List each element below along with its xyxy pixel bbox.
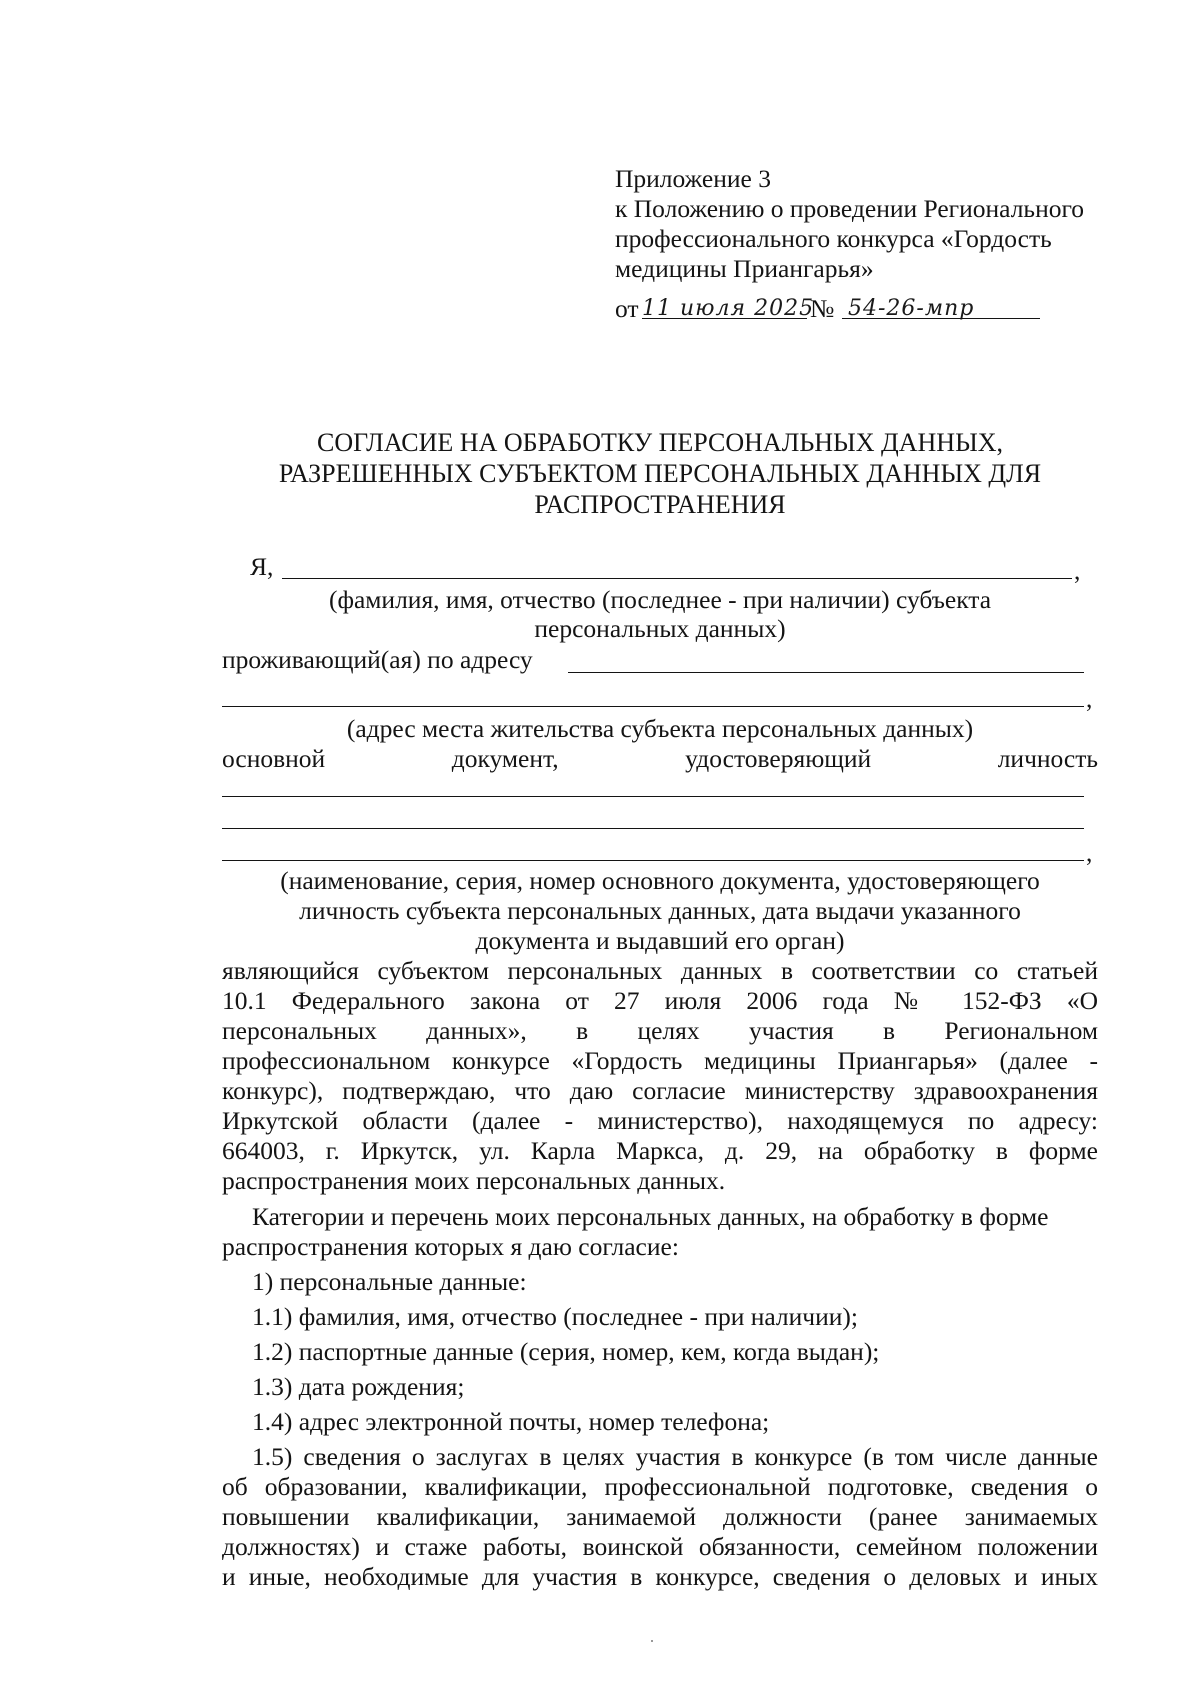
name-comma: , <box>1074 556 1081 585</box>
document-input-line-1[interactable] <box>222 796 1084 797</box>
paragraph-1-line: конкурс), подтверждаю, что даю согласие министерству здравоохранения <box>222 1076 1098 1105</box>
address-hint: (адрес места жительства субъекта персональных данных) <box>346 714 974 743</box>
i-label: Я, <box>250 552 274 581</box>
paragraph-2-line: Категории и перечень моих персональных данных, на обработку в форме <box>252 1202 1049 1231</box>
paragraph-2-last-line: распространения которых я даю согласие: <box>222 1232 679 1261</box>
list-item: 1.3) дата рождения; <box>252 1372 465 1401</box>
list-item: 1.1) фамилия, имя, отчество (последнее - при наличии); <box>252 1302 858 1331</box>
paragraph-1-line: Иркутской области (далее - министерство), находящемуся по адресу: <box>222 1106 1098 1135</box>
address-input-line-2[interactable] <box>222 706 1084 707</box>
document-hint-2: личность субъекта персональных данных, дата выдачи указанного <box>299 896 1021 925</box>
document-input-line-2[interactable] <box>222 828 1084 829</box>
list-item: 1) персональные данные: <box>252 1267 527 1296</box>
address-comma: , <box>1086 684 1093 713</box>
appendix-line-3: профессионального конкурса «Гордость <box>615 224 1052 253</box>
name-hint-2: персональных данных) <box>534 614 786 643</box>
paragraph-1-line: 10.1 Федерального закона от 27 июля 2006 года № 152-ФЗ «О <box>222 986 1098 1015</box>
number-underline <box>842 318 1040 319</box>
document-comma: , <box>1086 838 1093 867</box>
document-label: основной документ, удостоверяющий личность <box>222 744 1099 773</box>
handwritten-number: 54-26-мпр <box>848 296 975 321</box>
name-input-line[interactable] <box>282 578 1072 579</box>
document-hint-3: документа и выдавший его орган) <box>475 926 845 955</box>
paragraph-3-line: и иные, необходимые для участия в конкурсе, сведения о деловых и иных <box>222 1562 1098 1591</box>
address-label: проживающий(ая) по адресу <box>222 645 533 674</box>
paragraph-1-line: 664003, г. Иркутск, ул. Карла Маркса, д. 29, на обработку в форме <box>222 1136 1098 1165</box>
handwritten-date: 11 июля 2025 <box>642 296 815 321</box>
title-line-2: РАЗРЕШЕННЫХ СУБЪЕКТОМ ПЕРСОНАЛЬНЫХ ДАННЫХ ДЛЯ <box>278 459 1042 488</box>
list-item: 1.4) адрес электронной почты, номер телефона; <box>252 1407 770 1436</box>
paragraph-1-last-line: распространения моих персональных данных. <box>222 1166 726 1195</box>
appendix-line-1: Приложение 3 <box>615 164 771 193</box>
address-input-line-1[interactable] <box>568 672 1084 673</box>
paragraph-3-line: повышении квалификации, занимаемой должности (ранее занимаемых <box>222 1502 1098 1531</box>
appendix-line-4: медицины Приангарья» <box>615 254 874 283</box>
appendix-number-label: № <box>810 294 835 323</box>
appendix-line-2: к Положению о проведении Регионального <box>615 194 1085 223</box>
scan-speck <box>651 1640 653 1642</box>
list-item: 1.2) паспортные данные (серия, номер, кем, когда выдан); <box>252 1337 880 1366</box>
document-input-line-3[interactable] <box>222 860 1084 861</box>
name-hint-1: (фамилия, имя, отчество (последнее - при наличии) субъекта <box>328 585 992 614</box>
title-line-3: РАСПРОСТРАНЕНИЯ <box>534 490 786 519</box>
paragraph-1-line: являющийся субъектом персональных данных в соответствии со статьей <box>222 956 1098 985</box>
paragraph-1-line: персональных данных», в целях участия в Региональном <box>222 1016 1098 1045</box>
date-underline <box>642 318 807 319</box>
title-line-1: СОГЛАСИЕ НА ОБРАБОТКУ ПЕРСОНАЛЬНЫХ ДАННЫХ, <box>316 428 1004 457</box>
paragraph-3-line: об образовании, квалификации, профессиональной подготовке, сведения о <box>222 1472 1098 1501</box>
paragraph-1-line: профессиональном конкурсе «Гордость медицины Приангарья» (далее - <box>222 1046 1098 1075</box>
paragraph-3-line: должностях) и стаже работы, воинской обязанности, семейном положении <box>222 1532 1098 1561</box>
paragraph-3-first-line: 1.5) сведения о заслугах в целях участия в конкурсе (в том числе данные <box>252 1442 1098 1471</box>
appendix-from-label: от <box>615 294 639 323</box>
document-hint-1: (наименование, серия, номер основного документа, удостоверяющего <box>280 866 1040 895</box>
